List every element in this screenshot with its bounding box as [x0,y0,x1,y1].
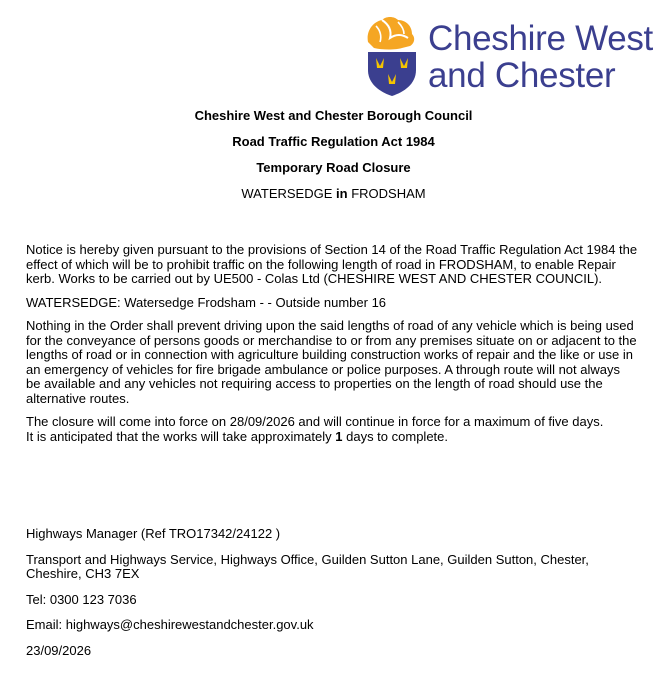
email: Email: highways@cheshirewestandchester.gov.uk [26,617,314,632]
notice-paragraph-4 [26,415,638,444]
notice-paragraph-2: WATERSEDGE: Watersedge Frodsham - - Outside number 16 [26,294,387,310]
notice-paragraph-3: Nothing in the Order shall prevent driving upon the said lengths of road of any vehicle which is being used for the conveyance of persons goods or merchandise to or from any premises situate on or adjacent to the lengths of road or in connection with agriculture building construction works of repair and the like or use in an emergency of vehicles for fire brigade ambulance or police purposes. A through route will not always be available and any vehicles not requiring access to properties on the length of road should use the alternative routes. [26,318,637,406]
notice-type: Temporary Road Closure [256,160,411,175]
closure-dates: The closure will come into force on 28/09/2026 and will continue in force for a maximum of five days. [26,414,604,429]
notice-header [0,108,667,202]
duration-pre: It is anticipated that the works will take approximately [26,428,336,444]
logo-line-1: Cheshire West [428,19,653,58]
lion-shield-crest-icon [362,12,422,96]
town-name: FRODSHAM [351,186,426,201]
location-line [0,186,667,202]
office-address: Transport and Highways Service, Highways Office, Guilden Sutton Lane, Guilden Sutton, Chester, Cheshire, CH3 7EX [26,551,589,581]
street-name: WATERSEDGE [241,186,333,201]
council-name: Cheshire West and Chester Borough Council [194,108,473,123]
council-logo [362,12,652,96]
duration-post: days to complete. [342,428,448,444]
notice-body [26,243,638,453]
duration-days: 1 [335,428,343,444]
council-logo-text [428,20,653,94]
telephone: Tel: 0300 123 7036 [26,591,137,607]
notice-footer [26,527,638,669]
notice-paragraph-1: Notice is hereby given pursuant to the provisions of Section 14 of the Road Traffic Regulation Act 1984 the effect of which will be to prohibit traffic on the following length of road in FRODSHAM, to enable Repair kerb. Works to be carried out by UE500 - Colas Ltd (CHESHIRE WEST AND CHESTER COUNCIL). [26,242,638,286]
in-word: in [336,186,348,201]
notice-date: 23/09/2026 [26,642,92,658]
manager-reference: Highways Manager (Ref TRO17342/24122 ) [26,526,281,541]
logo-line-2: and Chester [428,56,616,95]
act-title: Road Traffic Regulation Act 1984 [232,134,435,149]
